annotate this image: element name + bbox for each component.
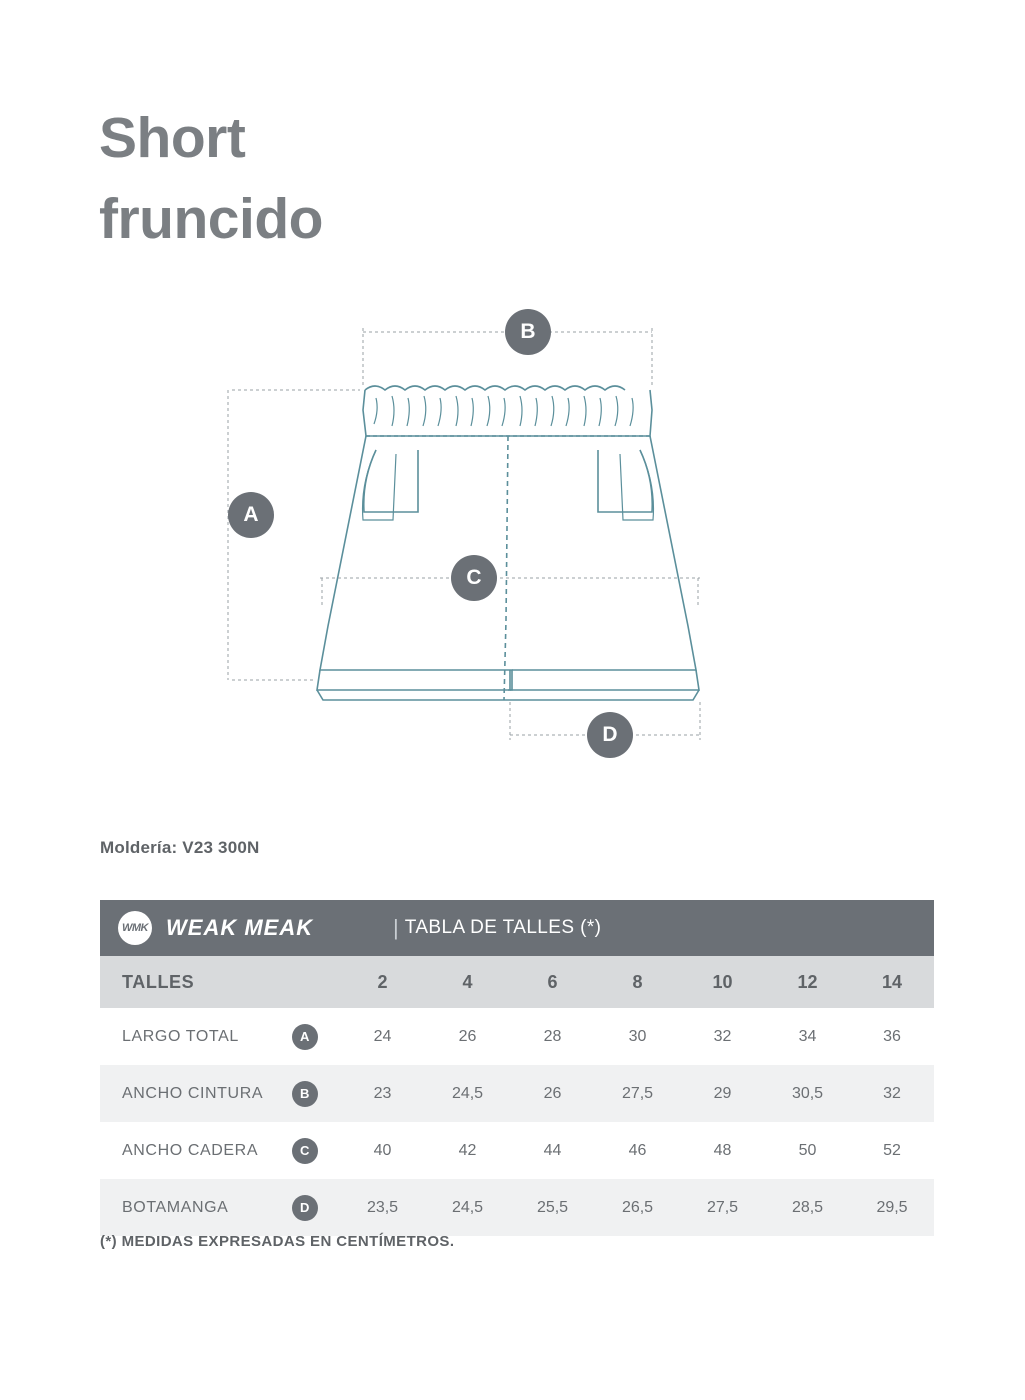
table-row — [100, 1065, 934, 1122]
cell: 29,5 — [850, 1179, 934, 1236]
size-col-2: 2 — [340, 956, 425, 1008]
cell: 32 — [850, 1065, 934, 1122]
size-table-container — [100, 900, 934, 1236]
row-badge-a: A — [292, 1024, 318, 1050]
cell: 27,5 — [595, 1065, 680, 1122]
row-badge-d: D — [292, 1195, 318, 1221]
table-header-title-cell — [393, 900, 934, 956]
table-row — [100, 1008, 934, 1065]
row-label-text: LARGO TOTAL — [122, 1027, 239, 1045]
table-row — [100, 1179, 934, 1236]
title-line-2: fruncido — [99, 186, 323, 251]
title-line-1: Short — [99, 106, 246, 170]
size-col-10: 10 — [680, 956, 765, 1008]
marker-c: C — [451, 555, 497, 601]
size-col-6: 6 — [510, 956, 595, 1008]
row-label-cell — [100, 1008, 340, 1065]
table-header-title: TABLA DE TALLES (*) — [404, 917, 602, 938]
sizes-header-row — [100, 956, 934, 1008]
cell: 29 — [680, 1065, 765, 1122]
cell: 48 — [680, 1122, 765, 1179]
cell: 28,5 — [765, 1179, 850, 1236]
size-col-12: 12 — [765, 956, 850, 1008]
row-label-text: BOTAMANGA — [122, 1198, 229, 1216]
row-label-cell — [100, 1179, 340, 1236]
cell: 46 — [595, 1122, 680, 1179]
cell: 50 — [765, 1122, 850, 1179]
row-label-text: ANCHO CADERA — [122, 1141, 259, 1159]
cell: 28 — [510, 1008, 595, 1065]
garment-illustration — [180, 290, 800, 770]
brand-divider: | — [393, 915, 399, 940]
cell: 24,5 — [425, 1179, 510, 1236]
row-badge-c: C — [292, 1138, 318, 1164]
cell: 23 — [340, 1065, 425, 1122]
cell: 26,5 — [595, 1179, 680, 1236]
cell: 27,5 — [680, 1179, 765, 1236]
size-table — [100, 900, 934, 1236]
cell: 26 — [510, 1065, 595, 1122]
shorts-technical-drawing-svg — [180, 290, 800, 770]
cell: 30 — [595, 1008, 680, 1065]
marker-d: D — [587, 712, 633, 758]
size-col-8: 8 — [595, 956, 680, 1008]
cell: 25,5 — [510, 1179, 595, 1236]
cell: 30,5 — [765, 1065, 850, 1122]
cell: 36 — [850, 1008, 934, 1065]
cell: 34 — [765, 1008, 850, 1065]
molderia-label: Moldería: V23 300N — [100, 838, 260, 857]
cell: 42 — [425, 1122, 510, 1179]
cell: 40 — [340, 1122, 425, 1179]
row-label-cell — [100, 1065, 340, 1122]
cell: 52 — [850, 1122, 934, 1179]
page-title — [99, 98, 699, 260]
table-header-row — [100, 900, 934, 956]
cell: 23,5 — [340, 1179, 425, 1236]
row-badge-b: B — [292, 1081, 318, 1107]
cell: 26 — [425, 1008, 510, 1065]
brand-name: WEAK MEAK — [166, 915, 314, 940]
size-col-4: 4 — [425, 956, 510, 1008]
footnote: (*) MEDIDAS EXPRESADAS EN CENTÍMETROS. — [100, 1233, 455, 1250]
cell: 44 — [510, 1122, 595, 1179]
cell: 32 — [680, 1008, 765, 1065]
sizes-header-label: TALLES — [100, 956, 340, 1008]
marker-b: B — [505, 309, 551, 355]
row-label-cell — [100, 1122, 340, 1179]
table-row — [100, 1122, 934, 1179]
marker-a: A — [228, 492, 274, 538]
size-col-14: 14 — [850, 956, 934, 1008]
cell: 24,5 — [425, 1065, 510, 1122]
brand-cell — [100, 900, 425, 956]
cell: 24 — [340, 1008, 425, 1065]
row-label-text: ANCHO CINTURA — [122, 1084, 264, 1102]
brand-logo-icon: WMK — [118, 911, 152, 945]
